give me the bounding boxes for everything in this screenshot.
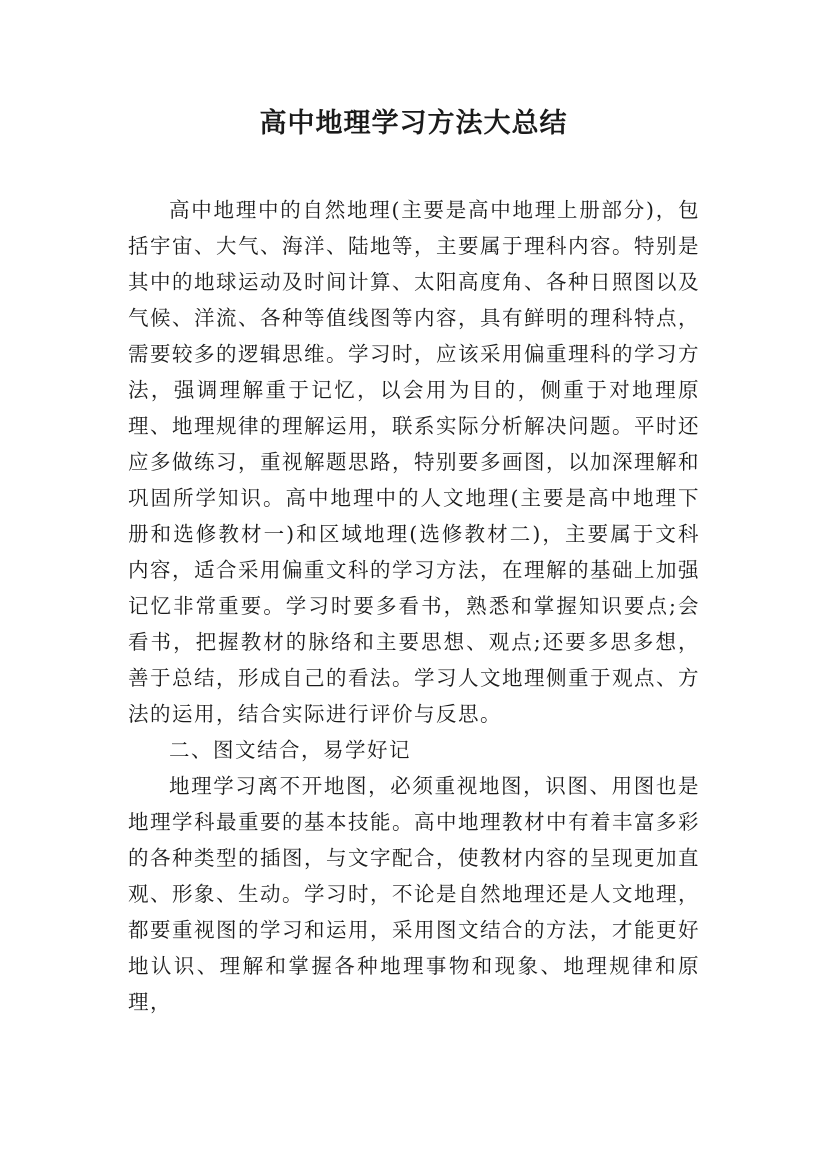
paragraph-map-learning: 地理学习离不开地图，必须重视地图，识图、用图也是地理学科最重要的基本技能。高中地理教材中有着丰富多彩的各种类型的插图，与文字配合，使教材内容的呈现更加直观、形象、生动。学习时，不论是自然地理还是人文地理，都要重视图的学习和运用，采用图文结合的方法，才能更好地认识、理解和掌握各种地理事物和现象、地理规律和原理， <box>128 774 700 1014</box>
section-heading-map-text: 二、图文结合，易学好记 <box>169 738 411 762</box>
paragraph-physical-geography: 高中地理中的自然地理(主要是高中地理上册部分)，包括宇宙、大气、海洋、陆地等，主要属于理科内容。特别是其中的地球运动及时间计算、太阳高度角、各种日照图以及气候、洋流、各种等值线图等内容，具有鲜明的理科特点，需要较多的逻辑思维。学习时，应该采用偏重理科的学习方法，强调理解重于记忆，以会用为目的，侧重于对地理原理、地理规律的理解运用，联系实际分析解决问题。平时还应多做练习，重视解题思路，特别要多画图，以加深理解和巩固所学知识。高中地理中的人文地理(主要是高中地理下册和选修教材一)和区域地理(选修教材二)，主要属于文科内容，适合采用偏重文科的学习方法，在理解的基础上加强记忆非常重要。学习时要多看书，熟悉和掌握知识要点;会看书，把握教材的脉络和主要思想、观点;还要多思多想，善于总结，形成自己的看法。学习人文地理侧重于观点、方法的运用，结合实际进行评价与反思。 <box>128 198 700 726</box>
document-title: 高中地理学习方法大总结 <box>259 108 568 139</box>
document-body <box>128 192 700 1020</box>
